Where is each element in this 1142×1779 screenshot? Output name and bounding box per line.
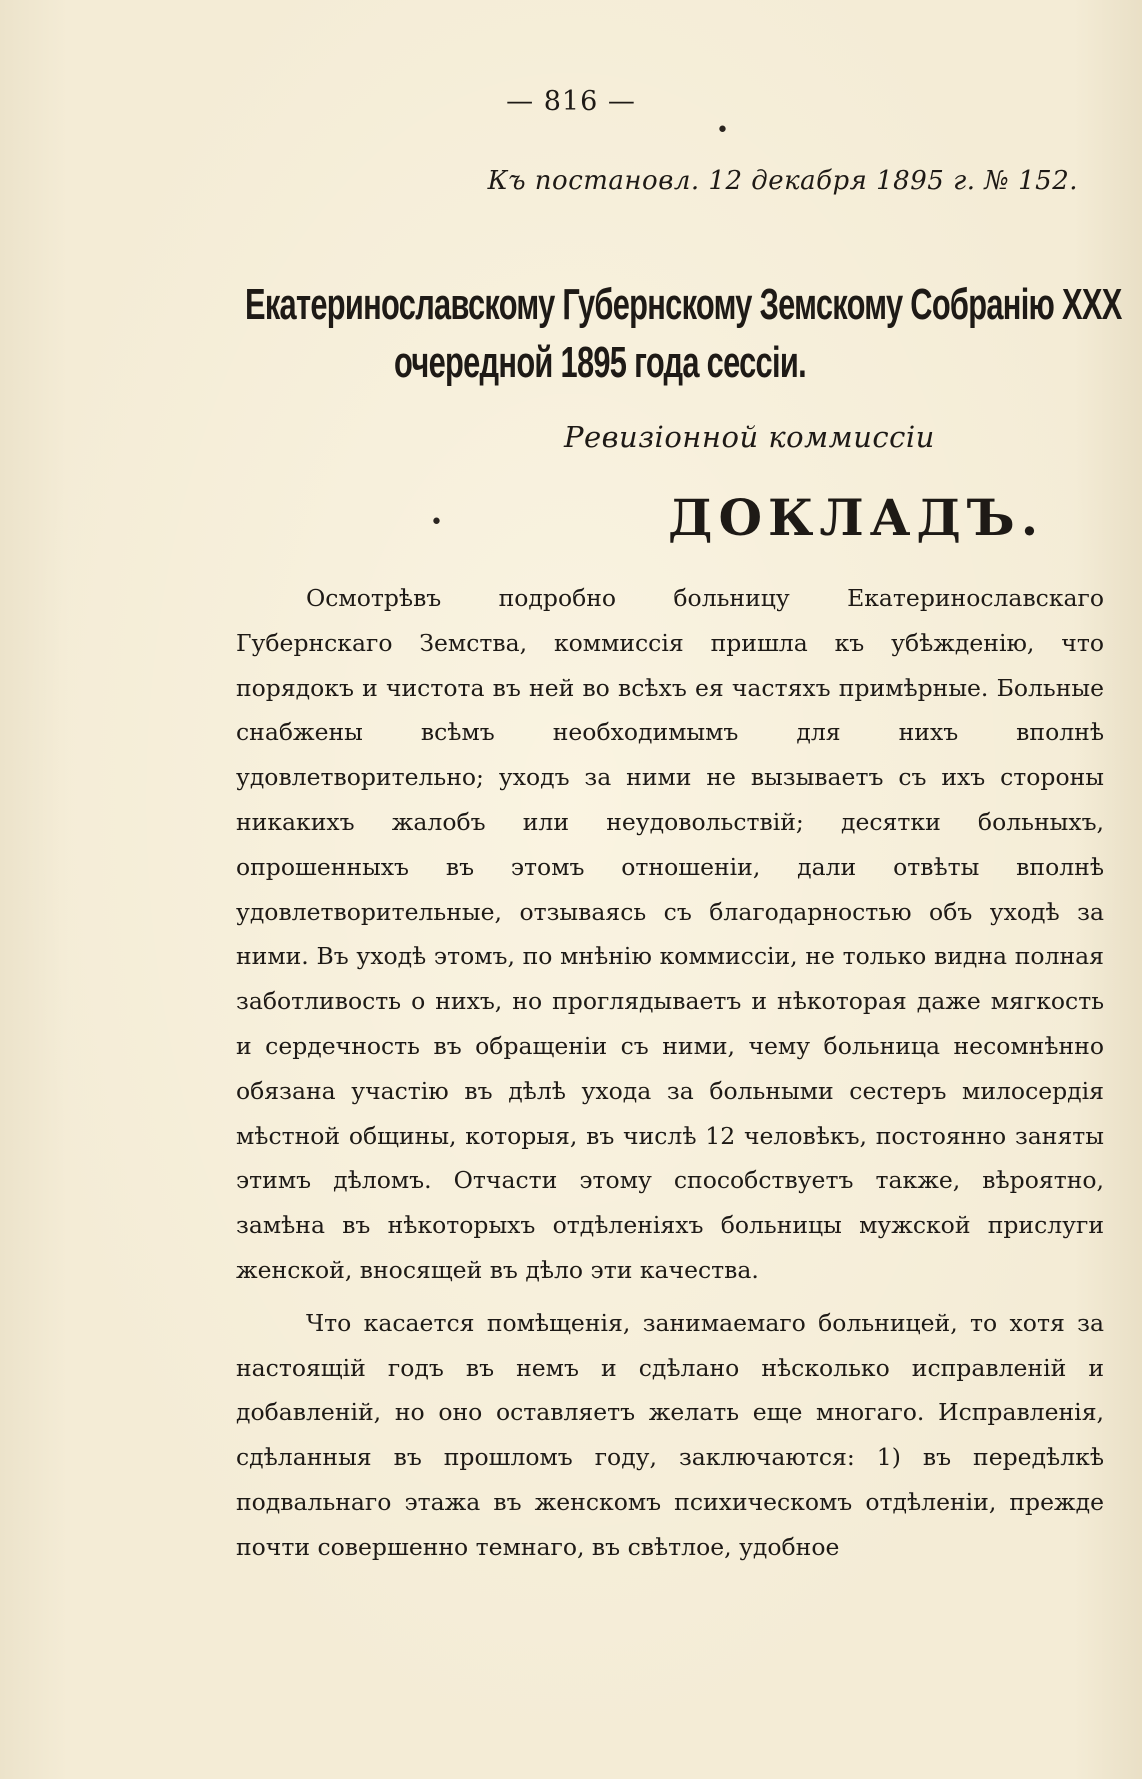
report-title: ДОКЛАДЪ. [668, 488, 1045, 547]
paragraph-1: Осмотрѣвъ подробно больницу Екатеринославскаго Губернскаго Земства, коммиссія пришла къ убѣжденію, что порядокъ и чистота въ ней во всѣхъ ея частяхъ примѣрные. Больные снабжены всѣмъ необходимымъ для нихъ вполнѣ удовлетворительно; уходъ за ними не вызываетъ съ ихъ стороны никакихъ жалобъ или неудовольствій; десятки больныхъ, опрошенныхъ въ этомъ отношеніи, дали отвѣты вполнѣ удовлетворительные, отзываясь съ благодарностью объ уходѣ за ними. Въ уходѣ этомъ, по мнѣнію коммиссіи, не только видна полная заботливость о нихъ, но проглядываетъ и нѣкоторая даже мягкость и сердечность въ обращеніи съ ними, чему больница несомнѣнно обязана участію въ дѣлѣ ухода за больными сестеръ милосердія мѣстной общины, которыя, въ числѣ 12 человѣкъ, постоянно заняты этимъ дѣломъ. Отчасти этому способствуетъ также, вѣроятно, замѣна въ нѣкоторыхъ отдѣленіяхъ больницы мужской прислуги женской, вносящей въ дѣло эти качества. [236, 584, 1104, 1284]
resolution-reference: Къ постановл. 12 декабря 1895 г. № 152. [487, 166, 1078, 196]
report-body [236, 576, 1104, 1570]
paragraph-2: Что касается помѣщенія, занимаемаго больницей, то хотя за настоящій годъ въ немъ и сдѣлано нѣсколько исправленій и добавленій, но оно оставляетъ желать еще многаго. Исправленія, сдѣланныя въ прошломъ году, заключаются: 1) въ передѣлкѣ подвальнаго этажа въ женскомъ психическомъ отдѣленіи, прежде почти совершенно темнаго, въ свѣтлое, удобное [236, 1308, 1104, 1561]
heading-line-2: очередной 1895 года сессіи. [394, 338, 806, 387]
page-number: — 816 — [506, 86, 636, 117]
heading-line-1: Екатеринославскому Губернскому Земскому Собранію XXX [245, 280, 1122, 329]
bleed-through [240, 170, 247, 195]
ink-speck: • [430, 510, 443, 535]
ink-speck: • [716, 118, 729, 143]
commission-label: Ревизіонной коммиссіи [564, 420, 935, 454]
